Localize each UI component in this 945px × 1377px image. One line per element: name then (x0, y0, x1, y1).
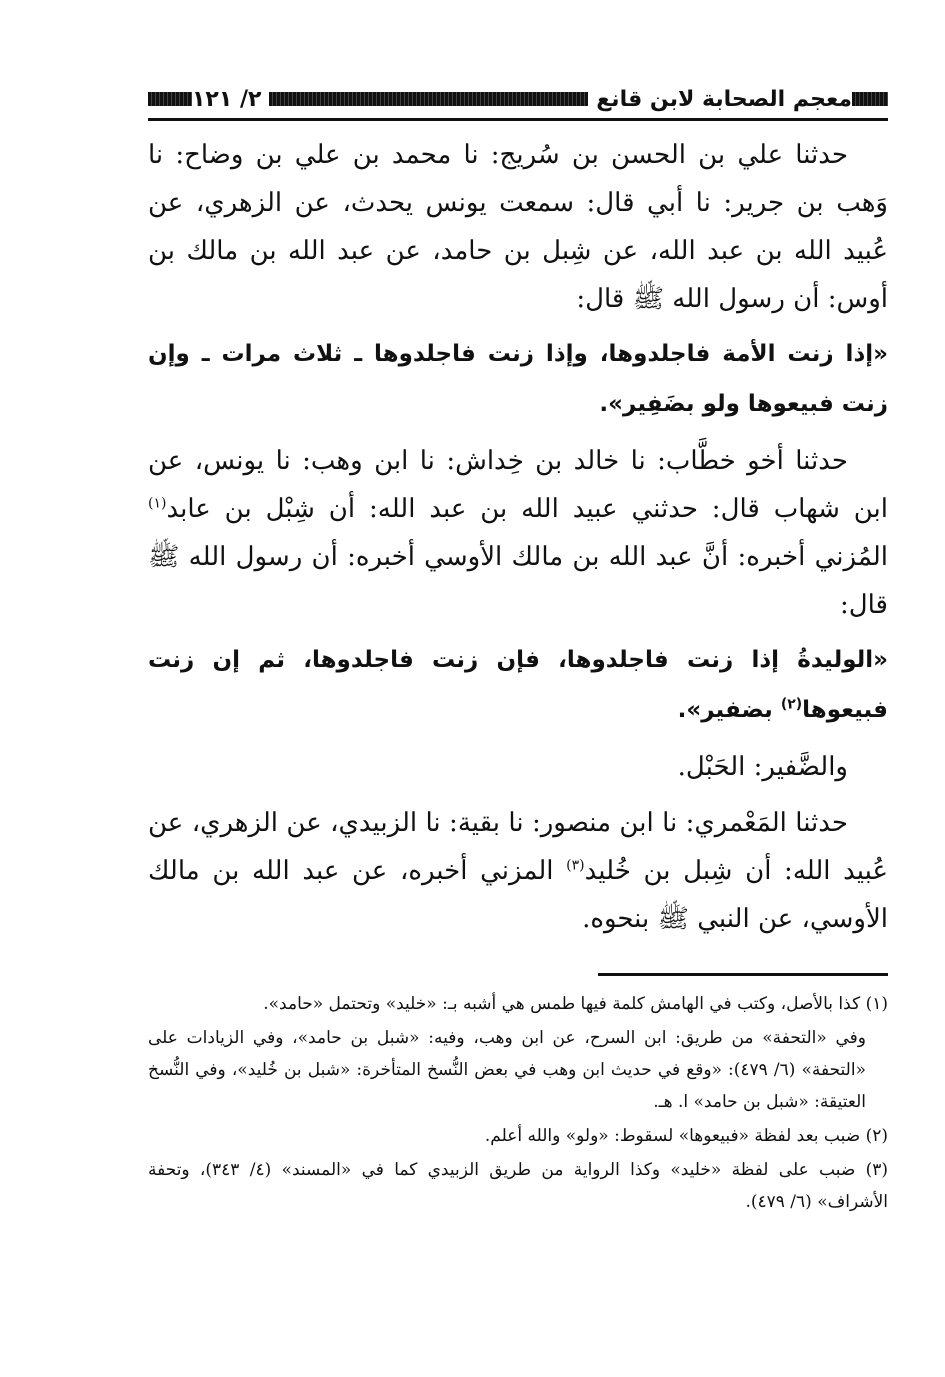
footnote-marker: (١) (865, 994, 888, 1014)
footnote-text: ضبب بعد لفظة «فبيعوها» لسقوط: «ولو» والله أعلم. (484, 1126, 861, 1146)
footnote (148, 1120, 888, 1152)
hadith-quote (148, 635, 888, 735)
header-title: معجم الصحابة لابن قانع (596, 86, 852, 112)
page-number: ٢/ ١٢١ (192, 86, 262, 112)
footnote-ref: (١) (148, 495, 167, 512)
book-page (148, 80, 888, 1220)
paragraph-text: المُزني أخبره: أنَّ عبد الله بن مالك الأوسي أخبره: أن رسول الله ﷺ قال: (148, 542, 888, 620)
footnote (148, 1154, 888, 1218)
main-text (148, 131, 888, 943)
header-ornament-bar (852, 92, 888, 106)
running-header (148, 80, 888, 121)
paragraph (148, 131, 888, 323)
hadith-text: «إذا زنت الأمة فاجلدوها، وإذا زنت فاجلدوها ـ ثلاث مرات ـ وإن زنت فبيعوها ولو بضَفِير». (148, 341, 888, 417)
footnote-text: كذا بالأصل، وكتب في الهامش كلمة فيها طمس هي أشبه بـ: «خليد» وتحتمل «حامد». (263, 994, 861, 1014)
hadith-text: بضفير». (677, 697, 781, 723)
footnote-marker: (٣) (865, 1160, 889, 1180)
hadith-text: «الوليدةُ إذا زنت فاجلدوها، فإن زنت فاجلدوها، ثم إن زنت فبيعوها (148, 647, 888, 723)
footnote-text: وفي «التحفة» من طريق: ابن السرح، عن ابن وهب، وفيه: «شبل بن حامد»، وفي الزيادات على «التحفة» (٦/ ٤٧٩): «وقع في حديث ابن وهب في بعض النُّسخ المتأخرة: «شبل بن خُليد»، وفي النُّسخ العتيقة: «شبل بن حامد» ا. هـ. (148, 1028, 866, 1112)
paragraph (148, 799, 888, 943)
gloss-line (148, 743, 888, 791)
footnote-continuation (148, 1022, 888, 1118)
header-ornament-bar (269, 92, 588, 106)
hadith-quote (148, 329, 888, 429)
footnote-separator (598, 973, 888, 976)
paragraph-text: حدثنا المَعْمري: نا ابن منصور: نا بقية: نا الزبيدي، عن الزهري، عن عُبيد الله: أن شِبل بن خُليد (148, 808, 889, 886)
footnote-ref: (٢) (780, 696, 803, 713)
gloss-text: والضَّفير: الحَبْل. (677, 752, 848, 782)
footnote-text: ضبب على لفظة «خليد» وكذا الرواية من طريق الزبيدي كما في «المسند» (٤/ ٣٤٣)، وتحفة الأشراف» (٦/ ٤٧٩). (148, 1160, 888, 1212)
footnote-marker: (٢) (865, 1126, 888, 1146)
paragraph (148, 437, 888, 629)
footnotes (148, 988, 888, 1218)
header-ornament-bar (148, 92, 192, 106)
footnote (148, 988, 888, 1020)
paragraph-text: حدثنا علي بن الحسن بن سُريج: نا محمد بن علي بن وضاح: نا وَهب بن جرير: نا أبي قال: سمعت يونس يحدث، عن الزهري، عن عُبيد الله بن عبد الله، عن شِبل بن حامد، عن عبد الله بن مالك بن أوس: أن رسول الله ﷺ قال: (148, 140, 888, 314)
paragraph-text: المزني أخبره، عن عبد الله بن مالك الأوسي، عن النبي ﷺ بنحوه. (148, 856, 888, 934)
footnote-ref: (٣) (566, 857, 585, 874)
paragraph-text: حدثنا أخو خطَّاب: نا خالد بن خِداش: نا ابن وهب: نا يونس، عن ابن شهاب قال: حدثني عبيد الله بن عبد الله: أن شِبْل بن عابد (148, 446, 888, 524)
